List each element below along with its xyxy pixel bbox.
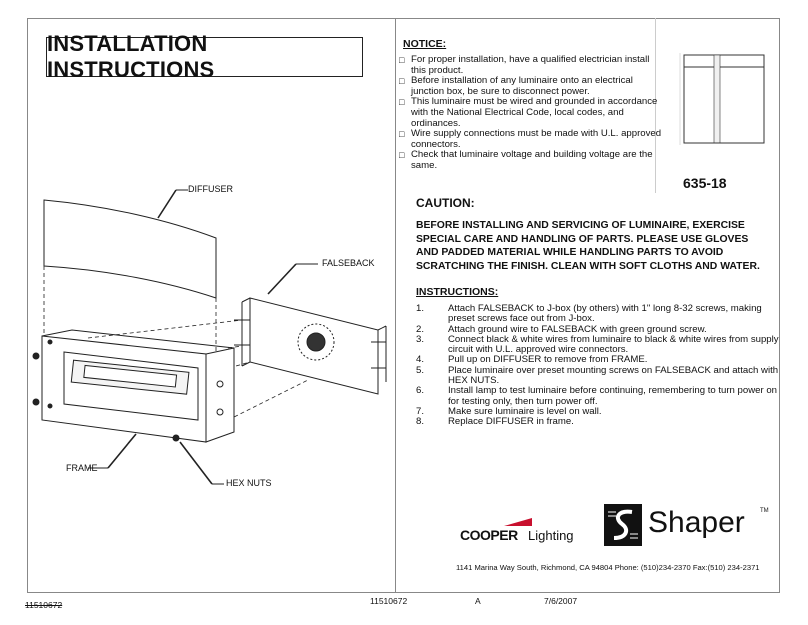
- instruction-step-number: 5.: [416, 364, 425, 376]
- instruction-step-number: 6.: [416, 385, 425, 397]
- instruction-step-text: Pull up on DIFFUSER to remove from FRAME.: [448, 354, 648, 366]
- notice-item-text: This luminaire must be wired and grounded in accordance with the National Electrical Code, local codes, and ordinances.: [411, 96, 658, 129]
- checkbox-icon: □: [399, 97, 405, 108]
- instruction-step: [416, 304, 786, 325]
- page-title: INSTALLATION INSTRUCTIONS: [47, 31, 215, 82]
- notice-item: [399, 150, 664, 171]
- notice-heading: NOTICE:: [403, 38, 447, 50]
- cooper-bold-text: COOPER: [460, 527, 518, 543]
- footer-date: 7/6/2007: [544, 596, 578, 606]
- footer-doc-number: 11510672: [370, 596, 408, 606]
- shaper-text: Shaper: [648, 506, 745, 539]
- cooper-lighting-logo: [460, 516, 592, 546]
- checkbox-icon: □: [399, 129, 405, 140]
- shaper-trademark: TM: [760, 508, 769, 514]
- top-border: [27, 18, 780, 19]
- notice-item-text: For proper installation, have a qualified electrician install this product.: [411, 54, 650, 76]
- notice-item: [399, 129, 664, 150]
- notice-item: [399, 76, 664, 97]
- instruction-step-text: Install lamp to test luminaire before continuing, remembering to turn power on for testing only, then turn power off.: [448, 385, 778, 407]
- bottom-border: [27, 592, 780, 593]
- caution-heading: CAUTION:: [416, 196, 475, 210]
- footer-doc-number-struck: 11510672: [25, 600, 63, 610]
- exploded-diagram: [28, 170, 394, 500]
- instruction-step-text: Make sure luminaire is level on wall.: [448, 405, 602, 417]
- company-address: 1141 Marina Way South, Richmond, CA 94804 Phone: (510)234-2370 Fax:(510) 234-2371: [456, 563, 760, 572]
- diffuser-panel: [44, 200, 216, 298]
- instruction-step: [416, 335, 786, 356]
- checkbox-icon: □: [399, 150, 405, 161]
- notice-item-text: Check that luminaire voltage and building voltage are the same.: [411, 149, 653, 171]
- caution-text: BEFORE INSTALLING AND SERVICING OF LUMINAIRE, EXERCISE SPECIAL CARE AND HANDLING OF PARTS. PLEASE USE GLOVES AND PADDED MATERIAL WHILE HANDLING PARTS TO AVOID SCRATCHING THE FINISH. CLEAN WITH SOFT CLOTHS AND WATER.: [416, 220, 760, 272]
- cooper-light-text: Lighting: [528, 528, 574, 543]
- instruction-step-text: Connect black & white wires from luminaire to black & white wires from supply circuit with U.L. approved wire connectors.: [448, 333, 779, 356]
- instruction-step-text: Place luminaire over preset mounting screws on FALSEBACK and attach with HEX NUTS.: [448, 364, 779, 387]
- instructions-heading: INSTRUCTIONS:: [416, 286, 499, 298]
- shaper-logo: [604, 500, 774, 550]
- instruction-step-number: 2.: [416, 323, 425, 335]
- checkbox-icon: □: [399, 76, 405, 87]
- title-box: [46, 31, 363, 82]
- notice-item-text: Before installation of any luminaire onto an electrical junction box, be sure to disconnect power.: [411, 75, 633, 97]
- instruction-step-number: 7.: [416, 405, 425, 417]
- label-falseback: FALSEBACK: [322, 258, 375, 268]
- instruction-step: [416, 417, 786, 427]
- footer-revision: A: [475, 596, 481, 606]
- notice-item-text: Wire supply connections must be made with U.L. approved connectors.: [411, 128, 662, 150]
- column-divider: [395, 18, 396, 593]
- instruction-step-text: Attach FALSEBACK to J-box (by others) with 1" long 8-32 screws, making preset screws face out from J-box.: [448, 303, 762, 325]
- checkbox-icon: □: [399, 55, 405, 65]
- instruction-step: [416, 386, 786, 407]
- instruction-step-number: 4.: [416, 354, 425, 366]
- instruction-step-text: Replace DIFFUSER in frame.: [448, 416, 574, 428]
- label-frame: FRAME: [66, 463, 98, 473]
- instruction-step-number: 1.: [416, 303, 425, 314]
- notice-item: [399, 97, 664, 129]
- instruction-step-text: Attach ground wire to FALSEBACK with green ground screw.: [448, 323, 707, 335]
- shaper-logo-mark: [604, 504, 642, 546]
- instruction-step-number: 8.: [416, 416, 425, 428]
- label-hex-nuts: HEX NUTS: [226, 478, 272, 488]
- model-number: 635-18: [683, 175, 727, 191]
- product-thumbnail: [670, 45, 770, 155]
- instruction-step-number: 3.: [416, 333, 425, 345]
- label-diffuser: DIFFUSER: [188, 184, 233, 194]
- instructions-list: [416, 304, 786, 428]
- notice-list: [399, 55, 664, 172]
- notice-item: [399, 55, 664, 76]
- instruction-step: [416, 366, 786, 387]
